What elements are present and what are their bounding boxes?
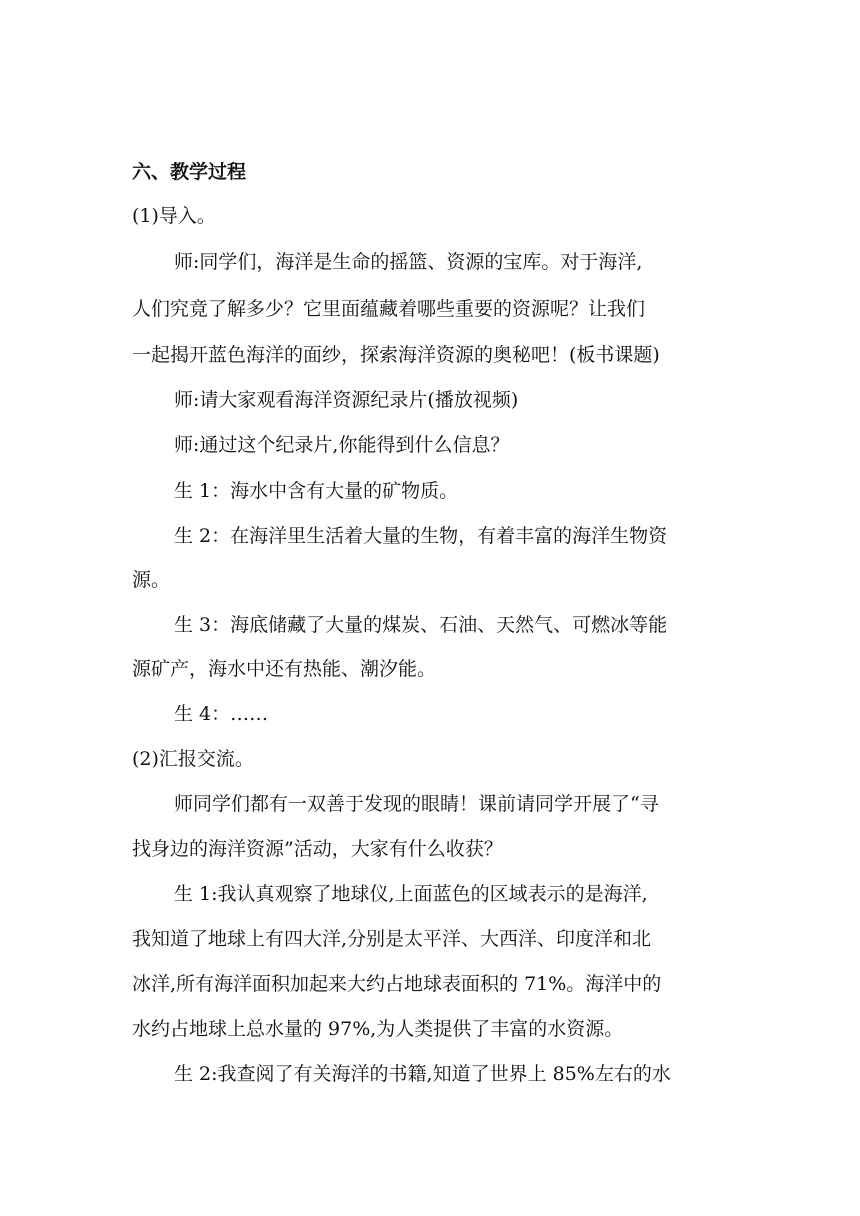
subsection-intro: (1)导入。 [132, 205, 216, 227]
paragraph-line: 生 4：…… [174, 703, 269, 725]
paragraph-line: 冰洋,所有海洋面积加起来大约占地球表面积的 71%。海洋中的 [132, 973, 662, 995]
paragraph-line: 源矿产，海水中还有热能、潮汐能。 [132, 658, 437, 680]
paragraph-line: 我知道了地球上有四大洋,分别是太平洋、大西洋、印度洋和北 [132, 928, 652, 950]
paragraph-line: 生 2:我查阅了有关海洋的书籍,知道了世界上 85%左右的水 [174, 1063, 671, 1085]
paragraph-line: 师:通过这个纪录片,你能得到什么信息？ [174, 434, 510, 456]
section-heading: 六、教学过程 [132, 161, 247, 183]
paragraph-line: 生 1:我认真观察了地球仪,上面蓝色的区域表示的是海洋, [174, 883, 648, 905]
paragraph-line: 找身边的海洋资源”活动，大家有什么收获？ [132, 838, 503, 860]
paragraph-line: 人们究竟了解多少？它里面蕴藏着哪些重要的资源呢？让我们 [132, 298, 646, 320]
paragraph-line: 生 3：海底储藏了大量的煤炭、石油、天然气、可燃冰等能 [174, 614, 668, 636]
subsection-report: (2)汇报交流。 [132, 748, 254, 770]
paragraph-line: 一起揭开蓝色海洋的面纱，探索海洋资源的奥秘吧！(板书课题) [132, 344, 660, 366]
paragraph-line: 源。 [132, 569, 171, 591]
paragraph-line: 师:同学们，海洋是生命的摇篮、资源的宝库。对于海洋, [174, 251, 643, 273]
paragraph-line: 师同学们都有一双善于发现的眼睛！课前请同学开展了“寻 [174, 793, 659, 815]
paragraph-line: 水约占地球上总水量的 97%,为人类提供了丰富的水资源。 [132, 1018, 624, 1040]
paragraph-line: 生 1：海水中含有大量的矿物质。 [174, 480, 459, 502]
paragraph-line: 生 2：在海洋里生活着大量的生物，有着丰富的海洋生物资 [174, 525, 668, 547]
paragraph-line: 师:请大家观看海洋资源纪录片(播放视频) [174, 389, 519, 411]
